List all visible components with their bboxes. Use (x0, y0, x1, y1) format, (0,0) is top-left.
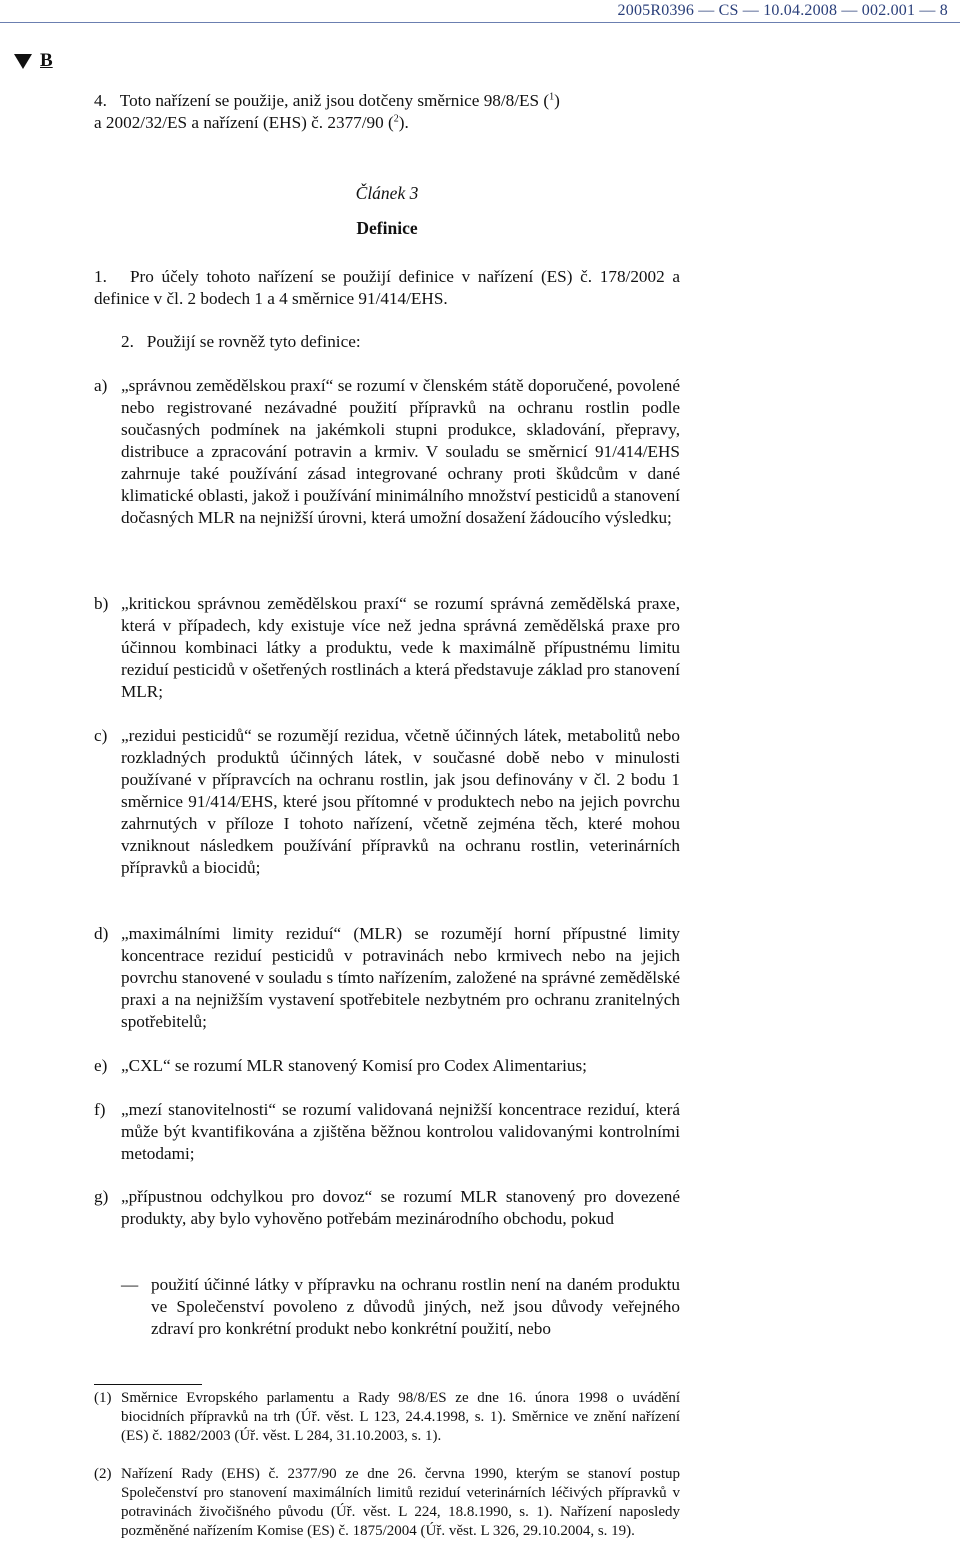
item-text: „mezí stanovitelnosti“ se rozumí validovaná nejnižší koncentrace reziduí, která může být kvantifikována a zjištěna běžnou kontrolou validovanými kontrolními metodami; (121, 1100, 680, 1163)
paragraph-text: ) (554, 91, 560, 110)
sub-list-item (121, 1274, 680, 1340)
footnote-ref[interactable]: 1 (549, 91, 555, 103)
list-item (94, 1055, 680, 1077)
dash-bullet: — (121, 1275, 139, 1294)
paragraph-number: 1. (94, 267, 107, 286)
footnote-divider (94, 1384, 202, 1385)
document-reference: 2005R0396 — CS — 10.04.2008 — 002.001 — 8 (617, 2, 948, 19)
item-label: g) (94, 1187, 109, 1206)
item-text: „rezidui pesticidů“ se rozumějí rezidua, včetně účinných látek, metabolitů nebo rozkladných produktů účinných látek, v současné době nebo v minulosti používané v přípravcích na ochranu rostlin, jak jsou definovány v čl. 2 bodu 1 směrnice 91/414/EHS, které jsou přítomné v produktech nebo na jejich povrchu zahrnutých v příloze I tohoto nařízení, včetně zejména těch, které mohou vzniknout následkem používání přípravků na ochranu rostlin, veterinárních přípravků a biocidů; (121, 726, 680, 877)
item-text: „kritickou správnou zemědělskou praxí“ se rozumí správná zemědělská praxe, která v případech, kdy existuje více než jedna správná zemědělská praxe pro účinnou kombinaci látky a produktu, vede k maximálně přípustnému limitu reziduí pesticidů v ošetřených rostlinách a která představuje základ pro stanovení MLR; (121, 594, 680, 701)
list-item (94, 375, 680, 529)
article-title: Definice (356, 218, 418, 238)
triangle-down-icon (14, 54, 32, 69)
list-item (94, 923, 680, 1033)
list-item (94, 593, 680, 703)
marker-letter: B (40, 50, 53, 71)
paragraph-text: ). (398, 113, 409, 132)
item-label: e) (94, 1056, 108, 1075)
paragraph-number: 2. (121, 332, 134, 351)
list-item (94, 725, 680, 879)
item-text: „přípustnou odchylkou pro dovoz“ se rozumí MLR stanovený pro dovezené produkty, aby bylo vyhověno potřebám mezinárodního obchodu, pokud (121, 1187, 680, 1228)
item-label: d) (94, 924, 109, 943)
article-number: Článek 3 (355, 183, 419, 203)
footnote-text: Nařízení Rady (EHS) č. 2377/90 ze dne 26. června 1990, kterým se stanoví postup Společenství pro stanovení maximálních limitů reziduí veterinárních léčivých přípravků v potravinách živočišného původu (Úř. věst. L 224, 18.8.1990, s. 1). Nařízení naposledy pozměněné nařízením Komise (ES) č. 1875/2004 (Úř. věst. L 326, 29.10.2004, s. 19). (121, 1466, 680, 1539)
page-header (0, 0, 960, 22)
paragraph-4 (94, 90, 680, 134)
paragraph-number: 4. (94, 91, 107, 110)
footnote-label: (1) (94, 1390, 112, 1406)
footnote (94, 1465, 680, 1541)
header-divider (0, 22, 960, 23)
definition-2 (94, 331, 680, 353)
footnote-ref[interactable]: 2 (393, 113, 399, 125)
item-label: c) (94, 726, 108, 745)
item-text: „správnou zemědělskou praxí“ se rozumí v členském státě doporučené, povolené nebo registrované nezávadné použití přípravků na ochranu rostlin podle současných podmínek na jakémkoli stupni produkce, skladování, přepravy, distribuce a zpracování potravin a krmiv. V souladu se směrnicí 91/414/EHS zahrnuje také používání zásad integrované ochrany proti škůdcům v dané klimatické oblasti, jakož i používání minimálního množství pesticidů a stanovení dočasných MLR na nejnižší úrovni, která umožní dosažení žádoucího výsledku; (121, 376, 680, 527)
item-text: „maximálními limity reziduí“ (MLR) se rozumějí horní přípustné limity koncentrace reziduí pesticidů v potravinách nebo krmivech nebo na jejich povrchu stanovené v souladu s tímto nařízením, založené na správné zemědělské praxi a na nejnižším vystavení spotřebitele nezbytném pro ochranu zranitelných spotřebitelů; (121, 924, 680, 1031)
item-label: f) (94, 1100, 106, 1119)
definition-1 (94, 266, 680, 310)
footnote (94, 1389, 680, 1446)
paragraph-text: Toto nařízení se použije, aniž jsou dotčeny směrnice 98/8/ES ( (119, 91, 550, 110)
item-text: použití účinné látky v přípravku na ochranu rostlin není na daném produktu ve Společenství povoleno z důvodů jiných, než jsou důvody veřejného zdraví pro konkrétní produkt nebo konkrétní použití, nebo (151, 1275, 680, 1338)
item-text: „CXL“ se rozumí MLR stanovený Komisí pro Codex Alimentarius; (121, 1056, 587, 1075)
list-item (94, 1186, 680, 1230)
item-label: a) (94, 376, 108, 395)
footnote-text: Směrnice Evropského parlamentu a Rady 98/8/ES ze dne 16. února 1998 o uvádění biocidních přípravků na trh (Úř. věst. L 123, 24.4.1998, s. 1). Směrnice ve znění nařízení (ES) č. 1882/2003 (Úř. věst. L 284, 31.10.2003, s. 1). (121, 1390, 680, 1444)
paragraph-text: Použijí se rovněž tyto definice: (146, 332, 361, 351)
paragraph-text: a 2002/32/ES a nařízení (EHS) č. 2377/90 ( (94, 113, 394, 132)
paragraph-text: Pro účely tohoto nařízení se použijí definice v nařízení (ES) č. 178/2002 a definice v čl. 2 bodech 1 a 4 směrnice 91/414/EHS. (94, 267, 681, 308)
footnote-label: (2) (94, 1466, 112, 1482)
item-label: b) (94, 594, 109, 613)
amendment-marker (14, 50, 53, 72)
list-item (94, 1099, 680, 1165)
